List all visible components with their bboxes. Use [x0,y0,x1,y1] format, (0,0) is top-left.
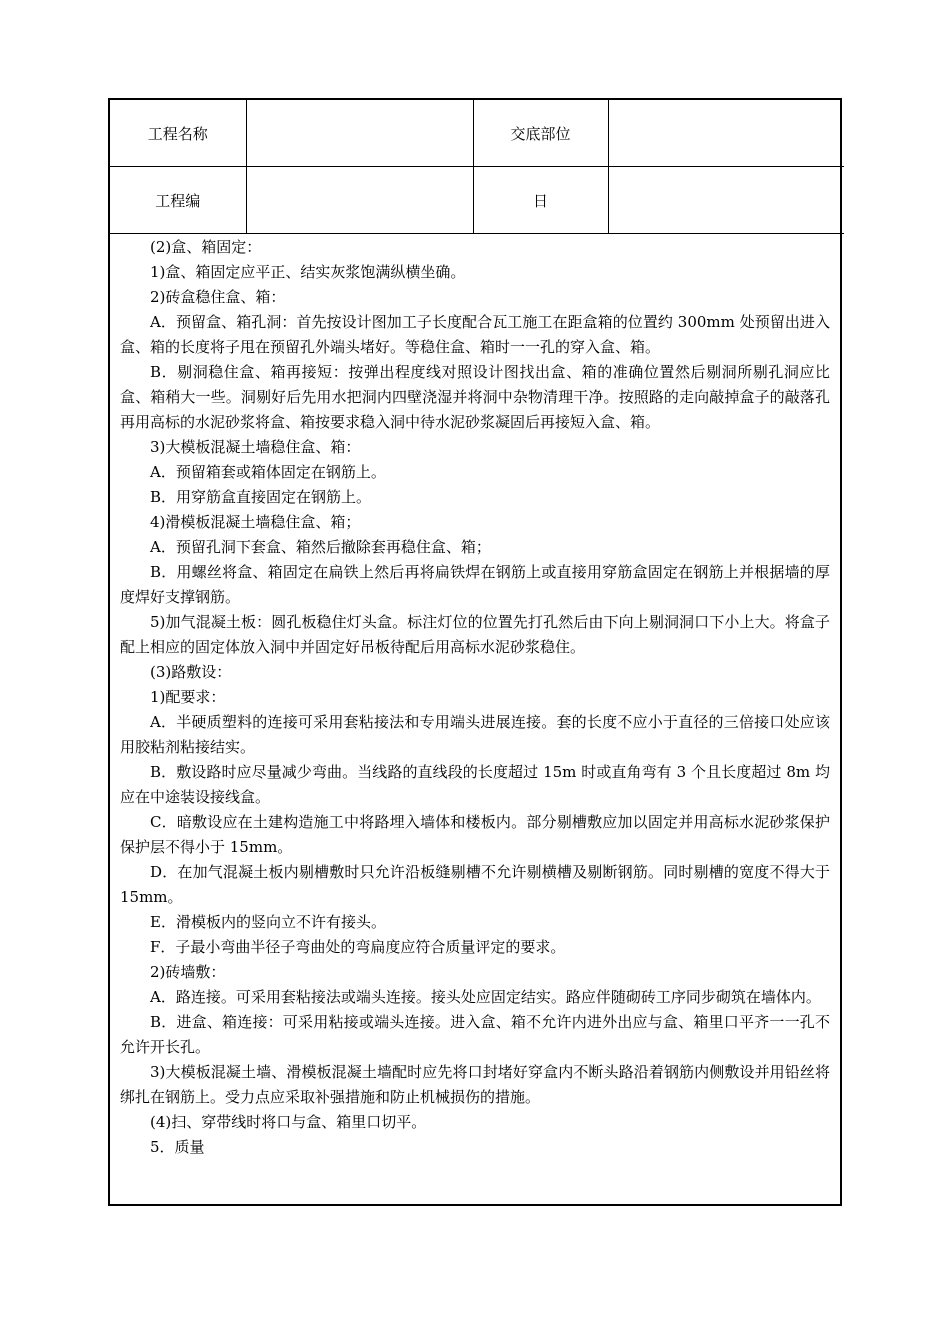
paragraph: C．暗敷设应在土建构造施工中将路埋入墙体和楼板内。部分剔槽敷应加以固定并用高标水泥砂浆保护保护层不得小于 15mm。 [120,813,830,856]
paragraph: (2)盒、箱固定： [150,238,262,256]
header-row-2 [110,167,844,234]
header-table [110,100,844,234]
paragraph: (4)扫、穿带线时将口与盒、箱里口切平。 [150,1113,427,1131]
paragraph: 5)加气混凝土板：圆孔板稳住灯头盒。标注灯位的位置先打孔然后由下向上剔洞洞口下小上大。将盒子配上相应的固定体放入洞中并固定好吊板待配后用高标水泥砂浆稳住。 [120,613,830,656]
paragraph: B．用螺丝将盒、箱固定在扁铁上然后再将扁铁焊在钢筋上或直接用穿筋盒固定在钢筋上并根据墙的厚度焊好支撑钢筋。 [120,563,830,606]
paragraph: (3)路敷设： [150,663,232,681]
paragraph: 5．质量 [150,1138,205,1156]
disclosure-location-value [608,100,844,167]
paragraph: E．滑模板内的竖向立不许有接头。 [150,913,386,931]
project-name-label: 工程名称 [110,100,246,167]
date-value [608,167,844,234]
paragraph: A．路连接。可采用套粘接法或端头连接。接头处应固定结实。路应伴随砌砖工序同步砌筑在墙体内。 [150,988,821,1006]
date-label: 日 [473,167,608,234]
paragraph: 2)砖盒稳住盒、箱： [150,288,286,306]
paragraph: 4)滑模板混凝土墙稳住盒、箱； [150,513,361,531]
paragraph: 3)大模板混凝土墙、滑模板混凝土墙配时应先将口封堵好穿盒内不断头路沿着钢筋内侧敷设并用铅丝将绑扎在钢筋上。受力点应采取补强措施和防止机械损伤的措施。 [120,1063,830,1106]
paragraph: B．敷设路时应尽量减少弯曲。当线路的直线段的长度超过 15m 时或直角弯有 3 个且长度超过 8m 均应在中途装设接线盒。 [120,763,830,806]
paragraph: D．在加气混凝土板内剔槽敷时只允许沿板缝剔槽不允许剔横槽及剔断钢筋。同时剔槽的宽度不得大于 15mm。 [120,863,830,906]
project-name-value [246,100,473,167]
paragraph: 3)大模板混凝土墙稳住盒、箱： [150,438,361,456]
paragraph: 1)配要求： [150,688,226,706]
paragraph: B．剔洞稳住盒、箱再接短：按弹出程度线对照设计图找出盒、箱的准确位置然后剔洞所剔孔洞应比盒、箱稍大一些。洞剔好后先用水把洞内四壁浇湿并将洞中杂物清理干净。按照路的走向敲掉盒子的敲落孔再用高标的水泥砂浆将盒、箱按要求稳入洞中待水泥砂浆凝固后再接短入盒、箱。 [120,363,830,431]
paragraph: F．子最小弯曲半径子弯曲处的弯扁度应符合质量评定的要求。 [150,938,566,956]
paragraph: A．半硬质塑料的连接可采用套粘接法和专用端头进展连接。套的长度不应小于直径的三倍接口处应该用胶粘剂粘接结实。 [120,713,830,756]
disclosure-content [110,234,840,1160]
disclosure-location-label: 交底部位 [473,100,608,167]
disclosure-sheet [108,98,842,1206]
paragraph: 1)盒、箱固定应平正、结实灰浆饱满纵横坐确。 [150,263,466,281]
paragraph: A．预留孔洞下套盒、箱然后撤除套再稳住盒、箱； [150,538,491,556]
paragraph: 2)砖墙敷： [150,963,226,981]
paragraph: B．进盒、箱连接：可采用粘接或端头连接。进入盒、箱不允许内进外出应与盒、箱里口平齐一一孔不允许开长孔。 [120,1013,830,1056]
paragraph: A．预留箱套或箱体固定在钢筋上。 [150,463,386,481]
project-number-value [246,167,473,234]
header-row-1 [110,100,844,167]
project-number-label: 工程编 [110,167,246,234]
paragraph: A．预留盒、箱孔洞：首先按设计图加工子长度配合瓦工施工在距盒箱的位置约 300mm 处预留出进入盒、箱的长度将子甩在预留孔外端头堵好。等稳住盒、箱时一一孔的穿入盒、箱。 [120,313,830,356]
paragraph: B．用穿筋盒直接固定在钢筋上。 [150,488,372,506]
